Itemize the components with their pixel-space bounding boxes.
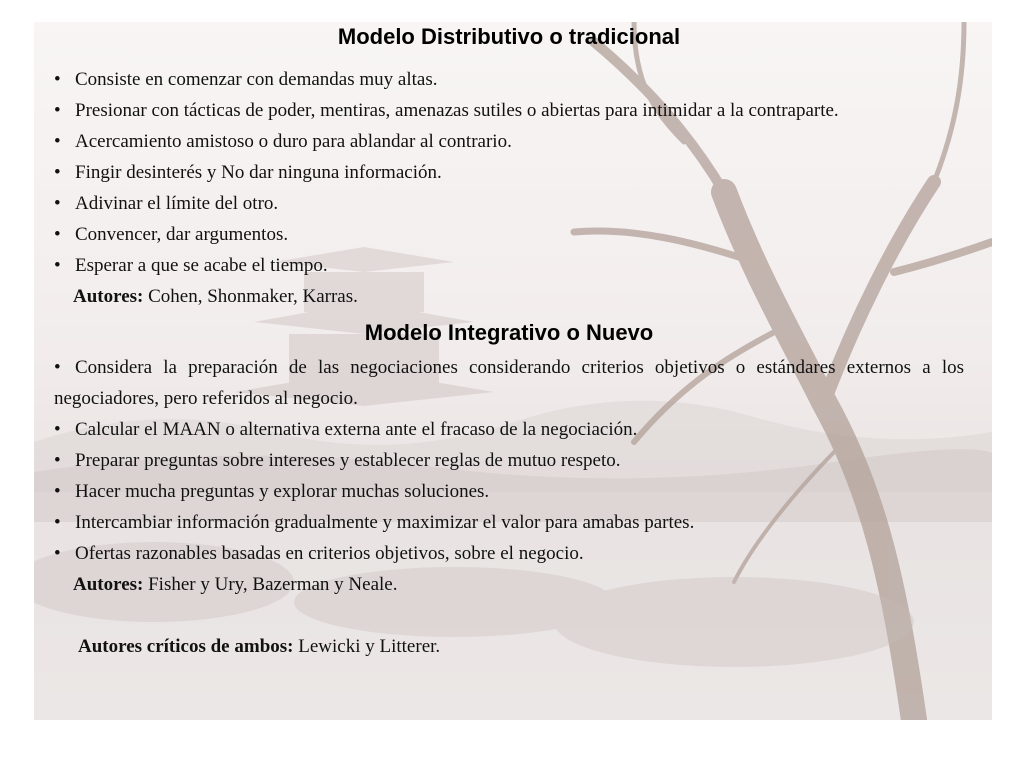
list-item — [54, 188, 964, 219]
bullet-icon: • — [54, 543, 61, 564]
bullet-icon: • — [54, 162, 61, 183]
bullet-icon: • — [54, 255, 61, 276]
integrative-model-list — [54, 352, 964, 569]
authors-value: Cohen, Shonmaker, Karras. — [143, 286, 358, 307]
distributive-model-title: Modelo Distributivo o tradicional — [337, 24, 681, 49]
list-item — [54, 126, 964, 157]
bullet-icon: • — [54, 193, 61, 214]
list-item — [54, 445, 964, 476]
list-item-text: Preparar preguntas sobre intereses y establecer reglas de mutuo respeto. — [75, 450, 621, 471]
integrative-authors — [54, 569, 964, 600]
list-item-text: Ofertas razonables basadas en criterios objetivos, sobre el negocio. — [75, 543, 584, 564]
authors-label: Autores: — [73, 574, 144, 595]
bullet-icon: • — [54, 224, 61, 245]
list-item — [54, 64, 964, 95]
spacer — [54, 52, 964, 64]
bullet-icon: • — [54, 357, 61, 378]
bullet-icon: • — [54, 100, 61, 121]
list-item-text: Esperar a que se acabe el tiempo. — [75, 255, 328, 276]
list-item — [54, 476, 964, 507]
list-item — [54, 507, 964, 538]
list-item-text: Convencer, dar argumentos. — [75, 224, 289, 245]
bullet-icon: • — [54, 131, 61, 152]
list-item-text: Fingir desinterés y No dar ninguna información. — [75, 162, 442, 183]
bullet-icon: • — [54, 419, 61, 440]
list-item — [54, 219, 964, 250]
list-item-text: Adivinar el límite del otro. — [75, 193, 279, 214]
list-item-text: Consiste en comenzar con demandas muy altas. — [75, 69, 438, 90]
integrative-model-title: Modelo Integrativo o Nuevo — [364, 320, 654, 345]
critics-value: Lewicki y Litterer. — [293, 636, 441, 657]
list-item-text: Acercamiento amistoso o duro para ablandar al contrario. — [75, 131, 512, 152]
authors-label: Autores: — [73, 286, 144, 307]
distributive-authors — [54, 281, 964, 312]
bullet-icon: • — [54, 69, 61, 90]
list-item-text: Hacer mucha preguntas y explorar muchas soluciones. — [75, 481, 490, 502]
bullet-icon: • — [54, 512, 61, 533]
list-item — [54, 538, 964, 569]
authors-value: Fisher y Ury, Bazerman y Neale. — [143, 574, 398, 595]
list-item-text: Considera la preparación de las negociaciones considerando criterios objetivos o estándares externos a los negociadores, pero referidos al negocio. — [54, 357, 964, 409]
critical-authors — [54, 631, 964, 662]
list-item — [54, 352, 964, 414]
bullet-icon: • — [54, 481, 61, 502]
list-item — [54, 157, 964, 188]
list-item — [54, 250, 964, 281]
slide-content — [54, 22, 964, 662]
list-item-text: Intercambiar información gradualmente y maximizar el valor para amabas partes. — [75, 512, 695, 533]
bullet-icon: • — [54, 450, 61, 471]
list-item — [54, 414, 964, 445]
list-item-text: Calcular el MAAN o alternativa externa ante el fracaso de la negociación. — [75, 419, 638, 440]
list-item-text: Presionar con tácticas de poder, mentiras, amenazas sutiles o abiertas para intimidar a la contraparte. — [75, 100, 839, 121]
list-item — [54, 95, 964, 126]
critics-label: Autores críticos de ambos: — [78, 636, 294, 657]
distributive-model-list — [54, 64, 964, 281]
